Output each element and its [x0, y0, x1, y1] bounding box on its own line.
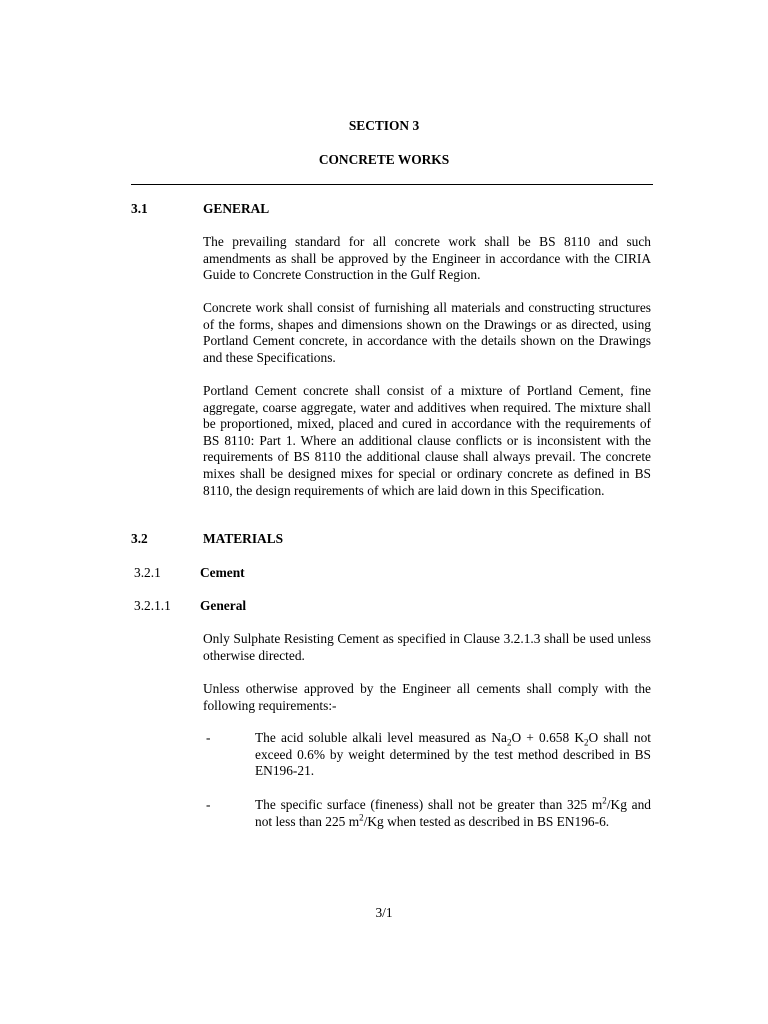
section-label: SECTION 3 [348, 118, 420, 133]
section-3-1-heading: GENERAL [203, 201, 270, 216]
section-3-2-1-1-number: 3.2.1.1 [134, 598, 171, 613]
cement-paragraph-2: Unless otherwise approved by the Engineer all cements shall comply with the following requirements:- [203, 681, 651, 713]
section-3-2-1-heading: Cement [200, 565, 245, 580]
general-paragraph-3: Portland Cement concrete shall consist of a mixture of Portland Cement, fine aggregate, coarse aggregate, water and additives when required. The mixture shall be proportioned, mixed, placed and cured in accordance with the requirements of BS 8110: Part 1. Where an additional clause conflicts or is inconsistent with the requirements of BS 8110 the additional clause shall always prevail. The concrete mixes shall be designed mixes for special or ordinary concrete as defined in BS 8110, the design requirements of which are laid down in this Specification. [203, 383, 651, 498]
general-paragraph-1: The prevailing standard for all concrete work shall be BS 8110 and such amendments as shall be approved by the Engineer in accordance with the CIRIA Guide to Concrete Construction in the Gulf Region. [203, 234, 651, 283]
bullet-alkali-level: The acid soluble alkali level measured as $Na_2O + 0.658$ $K_2O$ shall not exceed 0.6% by weight determined by the test method described in BS EN196-21. [255, 730, 651, 779]
page-number: 3/1 [375, 905, 393, 920]
section-title: CONCRETE WORKS [318, 152, 450, 167]
bullet-dash-1: - [206, 730, 211, 745]
section-3-2-1-1-heading: General [200, 598, 247, 613]
section-3-2-1-number: 3.2.1 [134, 565, 161, 580]
section-3-1-number: 3.1 [131, 201, 148, 216]
cement-paragraph-1: Only Sulphate Resisting Cement as specified in Clause 3.2.1.3 shall be used unless otherwise directed. [203, 631, 651, 663]
header-divider [131, 184, 653, 185]
section-3-2-number: 3.2 [131, 531, 148, 546]
section-3-2-heading: MATERIALS [203, 531, 284, 546]
bullet-dash-2: - [206, 797, 211, 812]
general-paragraph-2: Concrete work shall consist of furnishing all materials and constructing structures of the forms, shapes and dimensions shown on the Drawings or as directed, using Portland Cement concrete, in accordance with the details shown on the Drawings and these Specifications. [203, 300, 651, 365]
bullet-specific-surface: The specific surface (fineness) shall not be greater than 325 $m^2/Kg$ and not less than 225 $m^2/Kg$ when tested as described in BS EN196-6. [255, 795, 651, 829]
